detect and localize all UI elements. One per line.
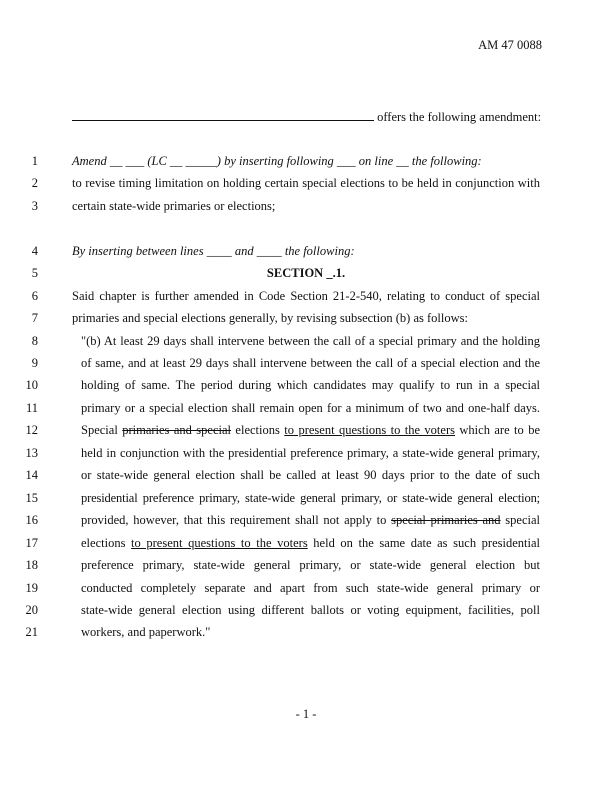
line-number: 18 <box>25 558 38 572</box>
line-text: workers, and paperwork." <box>81 625 211 639</box>
text-segment: elections <box>81 536 132 550</box>
line-text: holding of same. The period during which candidates may qualify to run in a special <box>81 378 540 392</box>
line-text: of same, and at least 29 days shall intervene between the call of a special election and the <box>81 356 540 370</box>
line-number: 11 <box>25 401 38 415</box>
line-text: certain state-wide primaries or elections; <box>72 199 276 213</box>
line-text: primaries and special elections generally, by revising subsection (b) as follows: <box>72 311 468 325</box>
line-text: state-wide general election using different ballots or voting equipment, facilities, poll <box>81 603 540 617</box>
line-number: 9 <box>31 356 38 370</box>
line-text: Said chapter is further amended in Code Section 21-2-540, relating to conduct of special <box>72 289 540 303</box>
line-text: "(b) At least 29 days shall intervene between the call of a special primary and the holding <box>81 334 540 348</box>
line-number: 10 <box>25 378 38 392</box>
line-number: 15 <box>25 491 38 505</box>
line-text <box>81 536 540 550</box>
text-segment: provided, however, that this requirement shall not apply to <box>81 513 392 527</box>
struck-text: primaries and special <box>122 423 232 437</box>
line-number: 20 <box>25 603 38 617</box>
line-number: 6 <box>31 289 38 303</box>
line-number: 12 <box>25 423 38 437</box>
line-text: Amend __ ___ (LC __ _____) by inserting following ___ on line __ the following: <box>72 154 482 168</box>
line-text: By inserting between lines ____ and ____ the following: <box>72 244 355 258</box>
line-number: 3 <box>31 199 38 213</box>
offer-line <box>72 109 540 125</box>
inserted-text: to present questions to the voters <box>284 423 455 437</box>
text-segment: elections <box>231 423 285 437</box>
line-number: 21 <box>25 625 38 639</box>
offer-text: offers the following amendment: <box>377 110 542 124</box>
struck-text: special primaries and <box>391 513 501 527</box>
text-segment: which are to be <box>454 423 540 437</box>
line-number: 2 <box>31 176 38 190</box>
line-number: 8 <box>31 334 38 348</box>
line-number: 17 <box>25 536 38 550</box>
line-text: preference primary, state-wide general primary, or state-wide general election but <box>81 558 540 572</box>
line-text: to revise timing limitation on holding certain special elections to be held in conjunction with <box>72 176 540 190</box>
line-text: held in conjunction with the presidential preference primary, a state-wide general primary, <box>81 446 540 460</box>
text-segment: Special <box>81 423 123 437</box>
text-segment: held on the same date as such presidential <box>307 536 540 550</box>
line-number: 1 <box>31 154 38 168</box>
line-number: 13 <box>25 446 38 460</box>
line-text: or state-wide general election shall be called at least 90 days prior to the date of such <box>81 468 540 482</box>
section-heading: SECTION _.1. <box>266 266 346 280</box>
line-number: 16 <box>25 513 38 527</box>
line-number: 4 <box>31 244 38 258</box>
line-number: 7 <box>31 311 38 325</box>
line-text: conducted completely separate and apart from such state-wide general primary or <box>81 581 540 595</box>
line-text <box>81 423 540 437</box>
line-text: presidential preference primary, state-wide general primary, or state-wide general election; <box>81 491 540 505</box>
text-segment: special <box>500 513 540 527</box>
document-id: AM 47 0088 <box>478 38 542 52</box>
line-number: 19 <box>25 581 38 595</box>
line-number: 5 <box>31 266 38 280</box>
inserted-text: to present questions to the voters <box>131 536 308 550</box>
line-text <box>81 513 540 527</box>
page-number: - 1 - <box>295 707 317 721</box>
line-text: primary or a special election shall remain open for a minimum of two and one-half days. <box>81 401 540 415</box>
signature-blank-line <box>72 109 374 121</box>
line-number: 14 <box>25 468 38 482</box>
